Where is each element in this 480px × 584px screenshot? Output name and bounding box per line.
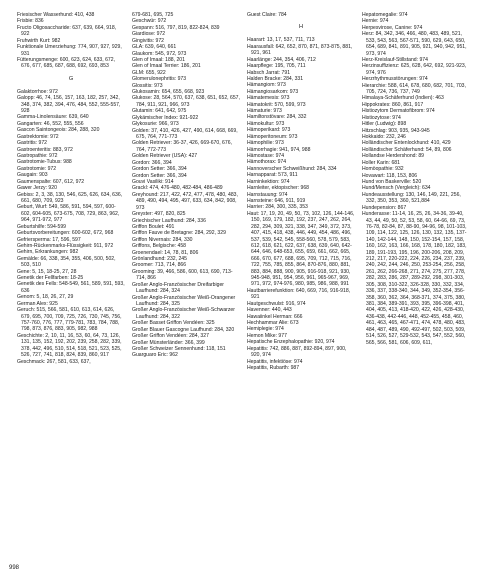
index-entry: Glukosamin: 654, 655, 668, 923 [132,89,205,96]
index-entry: Haarart: 13, 17, 537, 711, 713 [247,37,315,44]
index-entry: Greyster: 497, 820, 825 [132,211,186,218]
index-entry: Geburt, Wurf: 549, 586, 591, 594, 597, 600-602, 604-605, 673-675, 708, 729, 863, 962, 964, 971-972, 977 [17,204,120,224]
index-entry: Herpesvirose, Canine: 974 [362,24,423,31]
index-entry: Fruhwirth Kurt: 982 [17,37,61,44]
index-entry: Gaumenspalte: 607, 612, 972 [17,178,85,185]
index-entry: Holländischer Entenlockhund: 410, 429 [362,140,451,147]
index-entry: Gastrotomie-Tubus: 988 [17,159,72,166]
index-entry: Gouvi Vasiliki: 914 [132,178,174,185]
index-entry: Hund von Baskerville: 520 [362,178,422,185]
index-entry: Hunderasse: 11-14, 16, 25, 26, 34-36, 39-40, 43, 44, 49, 50, 52, 53, 58, 60, 64-66, 69, 73, 76-78, 82-84, 87, 88-90, 94-96, 98, 101-103, 109, 114, 122, 125, 126, 130, 132, 135, 137-140, 142-144, 148, 150, 152-154, 157, 158, 160, 162, 163, 166, 168, 178, 180, 182, 183, 189, 191-193, 195, 196, 200-206, 208, 209, 212, 217, 220-222, 224, 226, 234, 237, 239, 240, 242, 244, 246, 250, 253-254, 256, 258, 261, 262, 266-268, 271, 274, 275, 277, 278, 282, 283, 286, 287, 289-292, 298, 301-303, 305, 308, 310-322, 326-328, 330, 332, 334, 336, 337, 338-340, 344, 349, 352-354, 356-358, 360, 362, 364, 368-371, 374, 375, 380, 381, 384, 389-391, 393, 395, 396-398, 401, 404, 405, 413, 418-420, 422, 426, 428-430, 436-438, 442-446, 448, 452-455, 458, 460, 461, 463, 465, 467-471, 474, 478, 480, 483, 484, 487, 489, 490, 492-497, 502, 503, 509, 514, 526, 527, 529-532, 543, 547, 552, 560, 565, 566, 581, 606, 609, 611, [362,211,467,346]
index-entry: Glukose: 28, 564, 570, 637, 638, 651, 652, 657, 784, 911, 921, 966, 973 [132,95,240,108]
index-entry: German Alex: 925 [17,300,58,307]
index-entry: Glaukom: 545, 972, 973 [132,50,187,57]
index-entry: Geburtsvorbereitungen: 600-602, 672, 968 [17,230,114,237]
index-entry: Halden Bracke: 284, 331 [247,75,304,82]
index-entry: GLM: 655, 922 [132,69,166,76]
index-entry: Geschichte: 2, 10, 11, 16, 53, 60, 64, 73, 126, 131, 135, 152, 192, 202, 239, 258, 282, 339, 378, 442, 496, 510, 514, 518, 521, 523, 525, 526, 727, 741, 818, 824, 839, 860, 917 [17,332,122,359]
index-entry: Havenner: 440, 443 [247,307,292,314]
index-entry: Haarpflege: 195, 705, 711 [247,63,306,70]
index-entry: Hämaturie: 973 [247,108,282,115]
index-entry: Großer Schweizer Sennenhund: 118, 151 [132,345,226,352]
index-entry: Hawaiinkel Herman: 666 [247,313,303,320]
index-entry: Griffons, Belgische: 458 [132,243,186,250]
index-entry: Großer Griffon Vendéen: 284, 327 [132,333,209,340]
page-number: 998 [9,565,20,571]
index-entry: Gastritis: 972 [17,140,48,147]
index-entry: Hernie: 974 [362,18,389,25]
index-entry: Hämoperitoneum: 973 [247,133,298,140]
index-entry: Friesischer Wasserhund: 410, 438 [17,12,95,18]
index-entry: Habsch Jarrat: 791 [247,69,291,76]
index-entry: Großer Anglo-Französischer Dreifarbiger Laufhund: 284, 324 [132,281,225,295]
index-entry: Hemon Mike: 977 [247,332,287,339]
index-entry: Hitler (Ludwig): 898 [362,121,407,128]
index-entry: Gordon: 366, 394 [132,159,172,166]
index-entry: Hundeausstellung: 130, 146, 149, 221, 256, 332, 350, 353, 360, 521,884 [362,191,461,205]
index-entry: Gemälde: 66, 338, 354, 355, 406, 500, 502, 503, 510 [17,255,116,269]
index-entry: Großer Blauer Gascogne Laufhund: 284, 320 [132,326,235,333]
index-entry: Homöopathie: 932 [362,166,404,173]
section-letter: G [68,75,74,82]
index-entry: Genom: 5, 18, 26, 27, 29 [17,294,74,301]
index-entry: Harnstauung: 974 [247,191,288,198]
index-entry: Hovawart: 118, 153, 806 [362,172,418,179]
index-entry: Hechhammar Alie: 673 [247,319,299,326]
index-entry: Histiozytom Dermatofibrom: 974 [362,108,435,115]
index-entry: Hämatokrit: 570, 599, 973 [247,101,306,108]
index-entry: Haarlänge: 244, 354, 406, 712 [247,56,316,63]
index-entry: Glykämischer Index: 921-922 [132,114,199,121]
index-entry: Gebiss: 2, 3, 38, 130, 546, 625, 626, 634, 636, 661, 680, 709, 923 [17,191,123,204]
index-entry: Glomerulonephritis: 973 [132,76,187,83]
index-entry: Hepatitis: 742, 886, 887, 892-894, 897, 900, 920, 974 [247,345,347,359]
index-entry: Herz-Kreislauf-Stillstand: 974 [362,56,428,63]
index-entry: Gingivitis: 972 [132,37,164,44]
index-entry: Griffon Fauve de Bretagne: 284, 292, 329 [132,230,226,237]
index-entry: Glutamin: 641, 642, 975 [132,108,187,115]
index-entry: Geschwür: 972 [132,18,167,25]
index-entry: 679-681, 695, 725 [132,12,174,18]
index-entry: Fructo Oligosaccharide: 637, 639, 664, 918, 922 [17,24,117,38]
index-column-2 [132,12,240,371]
index-entry: Hämorrhagie: 941, 974, 988 [247,146,311,153]
index-entry: Genetik des Fells: 548-549, 561, 589, 591, 593, 636 [17,281,125,294]
index-entry: Glen of Imaal Terrier: 186, 201 [132,63,201,70]
index-entry: Harninkektion: 974 [247,178,290,185]
index-entry: Hemiplegie: 974 [247,326,284,333]
index-entry: Guest Claire: 784 [247,12,287,18]
index-entry: Giardiose: 972 [132,31,166,38]
index-entry: Groenendael: 14, 78, 81, 806 [132,249,199,256]
index-entry: Galaktorrhoe: 972 [17,88,58,95]
index-entry: Golden: 37, 410, 426, 427, 490, 614, 668, 669, 675, 764, 771-773 [132,127,238,141]
index-entry: Haut: 17, 19, 20, 49, 50, 73, 102, 126, 144-146, 150, 169, 179, 182, 192, 237, 247, 262, 264, 282, 294, 309, 321, 338, 347, 349, 372, 373, 407, 415, 418, 438, 446, 449, 454, 486, 496, 537, 539, 542, 545, 558-560, 578, 579, 583, 612, 618, 621, 622, 637, 638, 639, 640, 642-644, 646, 648-653, 655, 659, 661, 662, 665, 666, 670, 677, 688, 695, 709, 712, 715, 716, 722, 755, 785, 855, 864, 870-876, 880, 881, 883, 884, 888, 900, 905, 916-918, 921, 930, 945-948, 951, 954, 956, 961, 965-967, 969, 971, 972, 974-976, 980, 985, 986, 988, 991 [247,210,355,288]
index-entry: Harnapparat: 573, 911 [247,172,298,179]
index-entry: Hokkaido: 232, 246 [362,134,406,141]
index-entry: Großer Anglo-Französischer Weiß-Schwarzer Laufhund: 284, 322 [132,307,235,320]
index-entry: Hämophilie: 973 [247,140,284,147]
index-entry: Grackl: 474, 476-480, 482-484, 486-489 [132,185,223,192]
index-entry: GLA: 639, 640, 661 [132,44,177,51]
index-entry: Hierarchie: 588, 614, 678, 680, 682, 701, 703, 705, 724, 736, 737, 749 [362,82,466,96]
index-entry: Hämoperikard: 973 [247,127,291,134]
index-entry: Greyhound: 217, 422, 472, 477, 478, 480, 483, 489, 490, 494, 495, 497, 633, 634, 842, 908, 973 [132,191,238,211]
index-column-4 [362,12,470,371]
index-entry: Frisbie: 836 [17,18,44,25]
index-entry: Gastroenteritis: 883, 972 [17,146,73,153]
index-entry: Gordon Setter: 366, 394 [132,172,187,179]
index-entry: Hämostase: 974 [247,153,285,160]
index-columns [17,12,469,371]
index-entry: Groomer: 713, 714, 866 [132,262,187,269]
index-entry: Harrier: 284, 300, 335, 353 [247,204,308,211]
index-entry: Genetik der Fellfarben: 18-25 [17,275,84,282]
index-entry: Hundepension: 867 [362,204,407,211]
index-entry: Hund/Mensch (Vergleich): 634 [362,185,431,192]
index-entry: Hitzschlag: 903, 935, 943-945 [362,127,430,134]
index-entry: Großer Münsterländer: 366, 399 [132,339,205,346]
index-entry: Hollandse Herdershond: 89 [362,153,425,160]
index-entry: Hannoverscher Schweißhund: 284, 334 [247,165,337,172]
index-entry: Harnsteine: 646, 911, 919 [247,197,306,204]
index-entry: Gordon Setter: 366, 394 [132,166,187,173]
index-entry: Gascon Saintongeois: 284, 288, 320 [17,127,100,134]
index-entry: Grönlandhund: 232, 245 [132,256,187,263]
index-entry: Hämokultur: 973 [247,120,285,127]
index-entry: Herzinsuffizienz: 625, 628, 642, 692, 921-923, 974, 976 [362,63,467,76]
index-entry: Harnleiter, ektopischer: 968 [247,185,310,192]
index-entry: Histiozytose: 974 [362,114,401,121]
index-entry: Gangarten: 46, 552, 555, 556 [17,120,84,127]
index-entry: Grooming: 39, 466, 586, 600, 613, 690, 713-714, 866 [132,268,233,282]
index-column-3 [247,12,355,371]
index-entry: Glossitis: 973 [132,82,163,89]
index-entry: Geburtshilfe: 594-599 [17,223,66,230]
index-entry: Gastropathie: 972 [17,153,58,160]
index-entry: Gastrotomie: 972 [17,165,57,172]
index-entry: Herz: 84, 342, 346, 466, 480, 483, 489, 521, 533, 543, 563, 567-571, 590, 629, 643, 650, 654, 689, 841, 891, 905, 921, 940, 942, 951, 973, 974 [362,31,467,57]
index-entry: Haarausfall: 642, 652, 870, 871, 873-875, 881, 921, 961 [247,43,353,57]
index-entry: Hepatomegalie: 974 [362,12,408,18]
index-entry: Großer Anglo-Französischer Weiß-Orangener Laufhund: 284, 325 [132,294,236,307]
index-entry: Gamma-Linolensäure: 639, 640 [17,114,89,121]
index-entry: Holländischer Schäferhund: 54, 89, 806 [362,146,452,153]
index-entry: Hämangiom: 973 [247,82,286,89]
index-entry: Himalaya-Schäferhund (Indien): 463 [362,95,444,102]
index-entry: Griechischer Laufhund: 284, 336 [132,217,206,224]
index-entry: Gespann: 516, 797, 819, 822-824, 839 [132,24,220,31]
index-entry: Gawer Jerzy: 920 [17,185,57,192]
index-entry: Glen of Imaal: 188, 201 [132,56,185,63]
section-letter: H [298,24,304,31]
index-entry: Hautbarrierefunktion: 640, 669, 716, 916-918, 921 [247,287,351,301]
index-entry: Holler Karin: 681 [362,159,400,166]
index-entry: Gene: 5, 15, 18-25, 27, 28 [17,268,77,275]
index-entry: Funktionale Umerziehung: 774, 907, 927, 929, 931 [17,44,122,57]
index-entry: Hämothorax: 974 [247,159,287,166]
index-entry: Guarguaro Eric: 962 [132,352,178,359]
index-entry: Gaugain: 903 [17,172,48,179]
index-entry: Hämatemesis: 973 [247,95,290,102]
index-entry: Galopp: 46, 74, 156, 157, 163, 182, 257, 342, 348, 374, 382, 394, 476, 484, 552, 555-557, 928 [17,95,121,115]
index-column-1 [17,12,125,371]
index-entry: Glykosurie: 966, 973 [132,121,179,128]
index-entry: Griffon Boulet: 491 [132,223,175,230]
index-entry: Geruch: 515, 566, 581, 610, 613, 614, 626, 679, 695, 700, 709, 725, 726, 730, 745, 756, 757-760, 776, 777, 779-781, 783, 784, 788, 798, 873, 876, 883, 905, 982, 988 [17,307,122,333]
index-entry: Hautgeschwulst: 916, 974 [247,300,306,307]
index-entry: Hämangiosarkom: 973 [247,88,299,95]
index-entry: Hippokrates: 860, 861, 917 [362,101,424,108]
index-entry: Hepatische Enzephalopathie: 920, 974 [247,339,335,346]
index-entry: Geschmack: 267, 581, 633, 637, [17,358,91,365]
index-entry: Hamiltonstövare: 284, 332 [247,114,307,121]
index-entry: Herzrhythmusstörungen: 974 [362,76,428,83]
index-entry: Hepatitis, Rubarth: 987 [247,364,300,371]
index-entry: Gehirn, Erkrankungen: 982 [17,249,79,256]
index-entry: Griffon Nivernais: 284, 330 [132,236,193,243]
index-entry: Großer Basset Griffon Vendéen: 325 [132,320,215,327]
index-entry: Fütterungsmenge: 600, 623, 624, 633, 672, 676, 677, 685, 687, 688, 692, 693, 853 [17,56,115,70]
index-entry: Gehirn-Rückenmarks-Flüssigkeit: 911, 972 [17,242,114,249]
index-entry: Hepatitis, infektiöse: 974 [247,358,303,365]
index-entry: Golden Retriever: 36-37, 426, 669-670, 676, 764, 772-773 [132,140,232,153]
index-entry: Gefriersperma: 17, 596, 597 [17,236,81,243]
index-entry: Golden Retriever (USA): 427 [132,153,198,160]
index-entry: Gastrektomie: 972 [17,133,59,140]
